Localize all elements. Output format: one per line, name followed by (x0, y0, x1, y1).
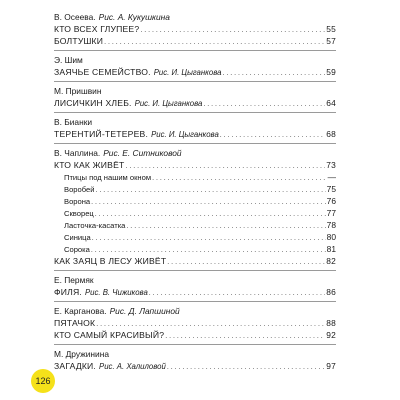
author-line (54, 117, 336, 128)
page-reference: 76 (326, 196, 336, 206)
dot-leader (152, 173, 327, 185)
section-divider (54, 143, 336, 144)
subitem-title: Воробей (64, 185, 95, 194)
story-title: КАК ЗАЯЦ В ЛЕСУ ЖИВЁТ (54, 256, 167, 266)
dot-leader (95, 185, 325, 197)
toc-item[interactable] (54, 66, 336, 78)
story-title: ФИЛЯ. (54, 287, 82, 297)
illustrator-credit: Рис. Д. Лапшиной (109, 306, 180, 316)
page-reference: 81 (326, 244, 336, 254)
author-line (54, 275, 336, 286)
author-name: Э. Шим (54, 55, 83, 65)
toc-subitem[interactable] (54, 207, 336, 219)
page-number-badge (31, 369, 55, 393)
toc-item[interactable] (54, 35, 336, 47)
story-title: КТО САМЫЙ КРАСИВЫЙ? (54, 330, 165, 340)
dot-leader (140, 25, 325, 37)
toc-subitem[interactable] (54, 231, 336, 243)
toc-subitem[interactable] (54, 171, 336, 183)
page-reference: 57 (326, 36, 336, 46)
dot-leader (203, 99, 325, 111)
illustrator-credit: Рис. И. Цыганкова (134, 99, 203, 108)
page-reference: 77 (326, 208, 336, 218)
page-reference: 73 (326, 160, 336, 170)
illustrator-credit: Рис. А. Халиловой (99, 362, 166, 371)
subitem-title: Сорока (64, 245, 90, 254)
story-title: КТО ВСЕХ ГЛУПЕЕ? (54, 24, 140, 34)
page-reference: 55 (326, 24, 336, 34)
toc-section (54, 275, 336, 298)
toc-section (54, 12, 336, 47)
story-title: КТО КАК ЖИВЁТ (54, 160, 125, 170)
section-divider (54, 112, 336, 113)
page-reference: 64 (326, 98, 336, 108)
section-divider (54, 50, 336, 51)
section-divider (54, 344, 336, 345)
author-name: М. Пришвин (54, 86, 102, 96)
author-name: В. Осеева. (54, 12, 96, 22)
dot-leader (165, 331, 325, 343)
toc-section (54, 86, 336, 109)
toc-item[interactable] (54, 286, 336, 298)
dot-leader (95, 209, 326, 221)
story-title: БОЛТУШКИ (54, 36, 104, 46)
author-line (54, 55, 336, 66)
toc-section (54, 306, 336, 341)
author-line (54, 12, 336, 23)
toc-subitem[interactable] (54, 243, 336, 255)
section-divider (54, 81, 336, 82)
toc-subitem[interactable] (54, 183, 336, 195)
page-number: 126 (35, 376, 51, 386)
subitem-title: Птицы под нашим окном (64, 173, 152, 182)
dot-leader (126, 221, 325, 233)
page-reference: 75 (326, 184, 336, 194)
illustrator-credit: Рис. И. Цыганкова (151, 130, 219, 139)
author-name: Е. Пермяк (54, 275, 94, 285)
story-title: ЛИСИЧКИН ХЛЕБ. (54, 98, 132, 108)
author-name: В. Чаплина. (54, 148, 101, 158)
page-reference: 68 (326, 129, 336, 139)
toc-section (54, 148, 336, 267)
page-reference: 97 (326, 361, 336, 371)
page-reference: 92 (326, 330, 336, 340)
subitem-title: Ласточка-касатка (64, 221, 126, 230)
dot-leader (104, 37, 325, 49)
dot-leader (167, 257, 325, 269)
toc-item[interactable] (54, 23, 336, 35)
author-line (54, 86, 336, 97)
illustrator-credit: Рис. Е. Ситниковой (103, 148, 182, 158)
page-reference: 82 (326, 256, 336, 266)
toc-subitem[interactable] (54, 219, 336, 231)
dot-leader (149, 288, 325, 300)
page-reference: 78 (326, 220, 336, 230)
toc-item[interactable] (54, 360, 336, 372)
illustrator-credit: Рис. В. Чижикова (84, 288, 148, 297)
story-title: ЗАГАДКИ. (54, 361, 97, 371)
page-reference: 86 (326, 287, 336, 297)
toc-subitem[interactable] (54, 195, 336, 207)
section-divider (54, 270, 336, 271)
table-of-contents (54, 12, 336, 372)
author-name: В. Бианки (54, 117, 93, 127)
toc-item[interactable] (54, 159, 336, 171)
page-reference: 88 (326, 318, 336, 328)
toc-section (54, 349, 336, 372)
page-reference: — (327, 172, 336, 182)
subitem-title: Ворона (64, 197, 91, 206)
story-title: ТЕРЕНТИЙ-ТЕТЕРЕВ. (54, 129, 149, 139)
illustrator-credit: Рис. А. Кукушкина (98, 12, 170, 22)
author-line (54, 306, 336, 317)
page-reference: 80 (326, 232, 336, 242)
section-divider (54, 301, 336, 302)
dot-leader (167, 362, 325, 374)
toc-item[interactable] (54, 128, 336, 140)
author-name: М. Дружинина (54, 349, 110, 359)
author-name: Е. Карганова. (54, 306, 107, 316)
story-title: ЗАЯЧЬЕ СЕМЕЙСТВО. (54, 67, 151, 77)
subitem-title: Синица (64, 233, 91, 242)
toc-item[interactable] (54, 317, 336, 329)
toc-section (54, 55, 336, 78)
author-line (54, 349, 336, 360)
page-reference: 59 (326, 67, 336, 77)
dot-leader (222, 68, 325, 80)
dot-leader (220, 130, 325, 142)
illustrator-credit: Рис. И. Цыганкова (153, 68, 222, 77)
author-line (54, 148, 336, 159)
toc-item[interactable] (54, 97, 336, 109)
story-title: ПЯТАЧОК (54, 318, 96, 328)
toc-item[interactable] (54, 329, 336, 341)
subitem-title: Скворец (64, 209, 94, 218)
dot-leader (91, 197, 326, 209)
toc-item[interactable] (54, 255, 336, 267)
toc-section (54, 117, 336, 140)
dot-leader (126, 161, 326, 173)
dot-leader (92, 233, 326, 245)
